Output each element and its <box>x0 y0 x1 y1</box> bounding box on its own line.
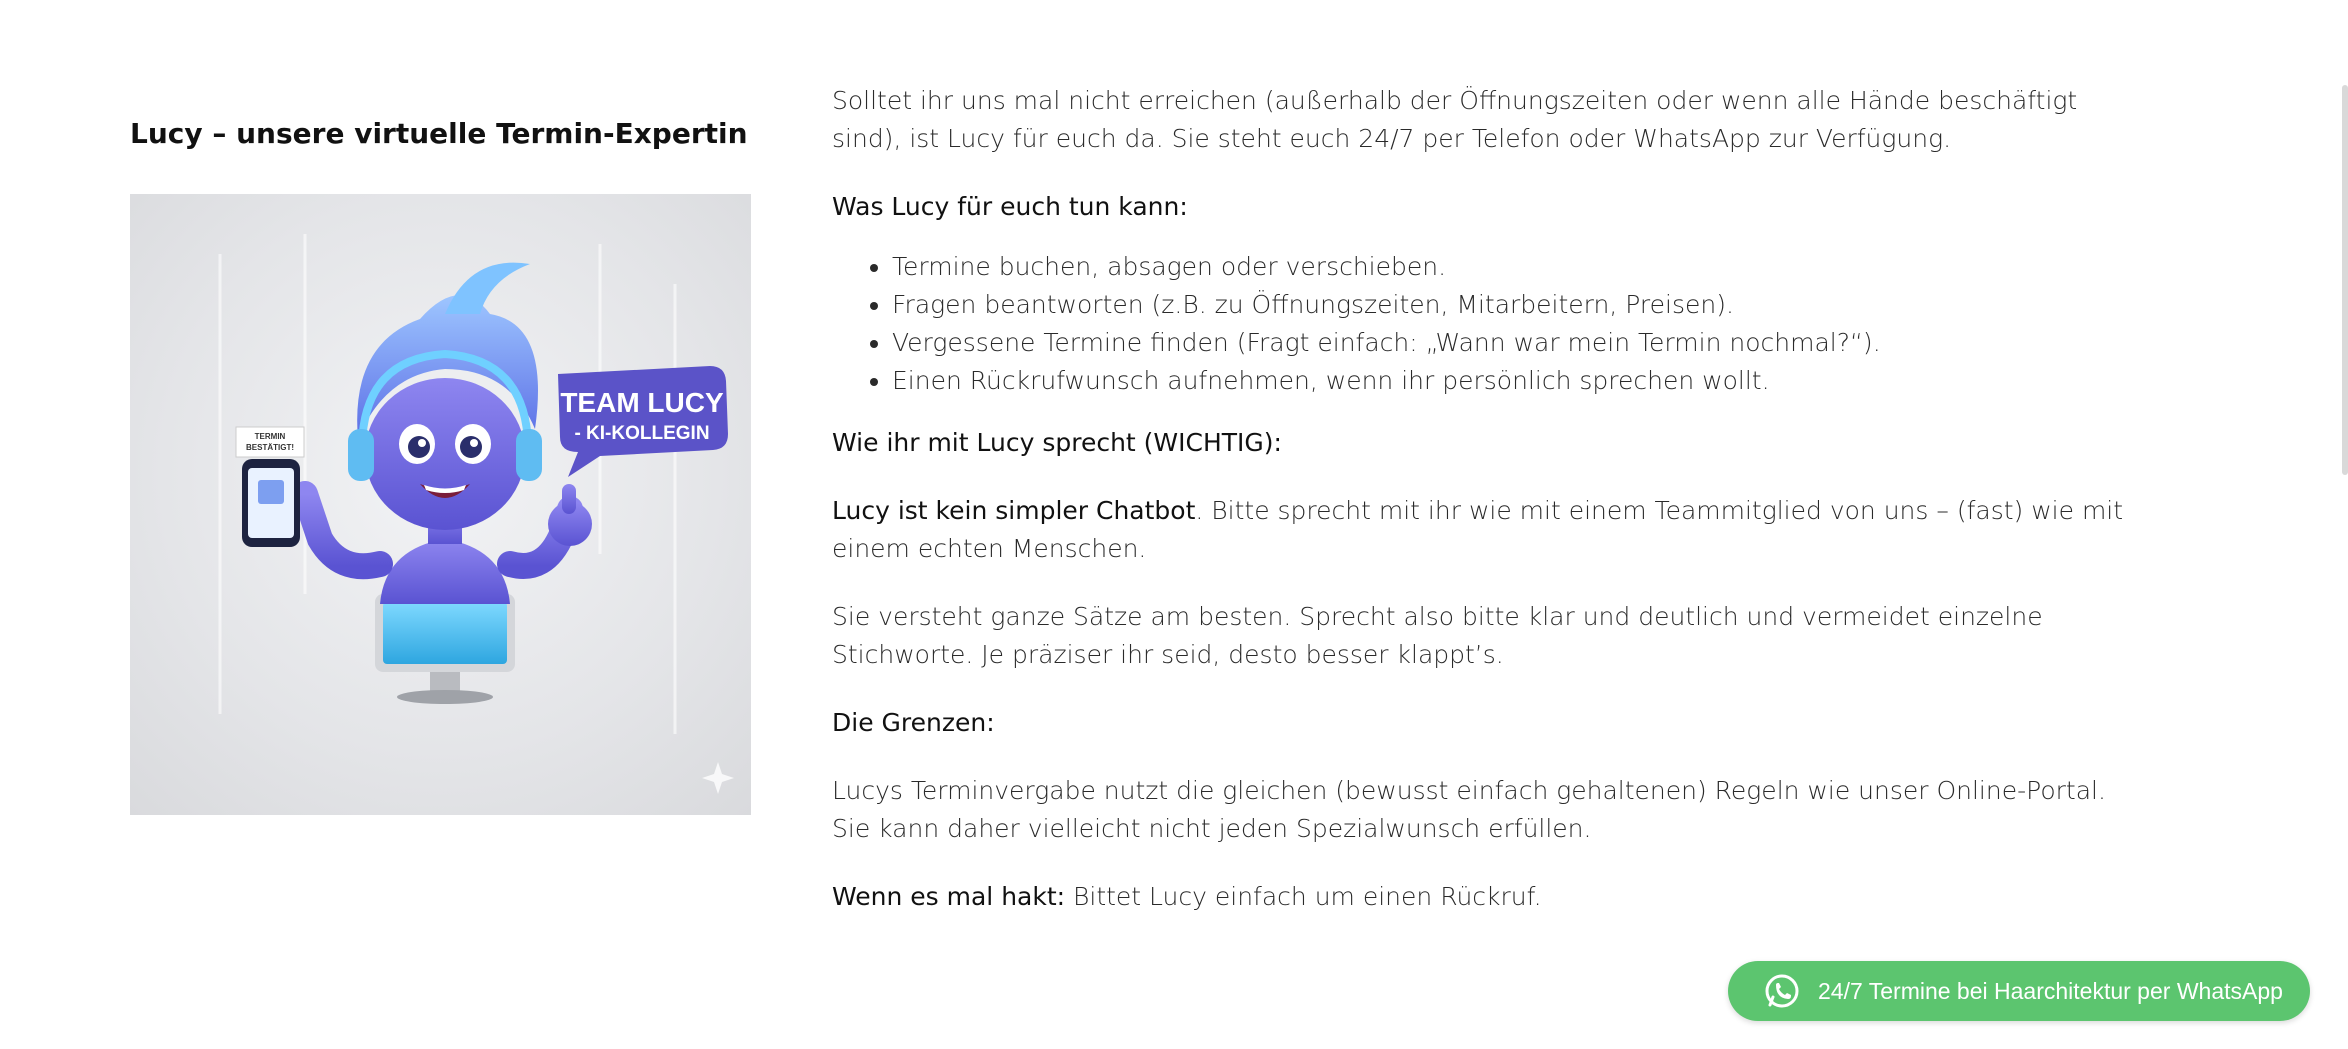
whatsapp-button[interactable] <box>1728 961 2310 1021</box>
chatbot-rest: . Bitte sprecht mit ihr wie mit einem Teammitglied von uns – (fast) wie mit einem echten Menschen. <box>832 496 2124 563</box>
limits-heading: Die Grenzen: <box>832 708 995 737</box>
list-item: • Fragen beantworten (z.B. zu Öffnungszeiten, Mitarbeitern, Preisen). <box>892 286 2152 324</box>
list-item: • Einen Rückrufwunsch aufnehmen, wenn ihr persönlich sprechen wollt. <box>892 362 2152 400</box>
svg-text:- KI-KOLLEGIN: - KI-KOLLEGIN <box>574 423 710 444</box>
hakt-strong: Wenn es mal hakt: <box>832 882 1066 911</box>
hakt-paragraph <box>832 878 2152 916</box>
whatsapp-icon <box>1762 971 1802 1011</box>
section-heading: Lucy – unsere virtuelle Termin-Expertin <box>130 117 748 150</box>
list-item: • Termine buchen, absagen oder verschieben. <box>892 248 2152 286</box>
limits-paragraph: Lucys Terminvergabe nutzt die gleichen (bewusst einfach gehaltenen) Regeln wie unser Online-Portal. Sie kann daher vielleicht nicht jeden Spezialwunsch erfüllen. <box>832 776 2106 843</box>
capabilities-list <box>832 248 2152 400</box>
scrollbar[interactable] <box>2342 85 2348 475</box>
lucy-robot-image <box>130 194 751 815</box>
lucy-illustration <box>130 194 751 815</box>
chatbot-paragraph <box>832 492 2152 568</box>
svg-text:TERMIN: TERMIN <box>254 432 286 441</box>
whatsapp-button-label: 24/7 Termine bei Haarchitektur per WhatsApp <box>1818 977 2283 1004</box>
hakt-rest: Bittet Lucy einfach um einen Rückruf. <box>1065 882 1542 911</box>
sentences-paragraph: Sie versteht ganze Sätze am besten. Sprecht also bitte klar und deutlich und vermeidet einzelne Stichworte. Je präziser ihr seid, desto besser klappt’s. <box>832 602 2043 669</box>
svg-text:TEAM LUCY: TEAM LUCY <box>560 387 724 418</box>
list-item: • Vergessene Termine finden (Fragt einfach: „Wann war mein Termin nochmal?“). <box>892 324 2152 362</box>
what-heading: Was Lucy für euch tun kann: <box>832 192 1188 221</box>
lucy-description <box>832 82 2152 946</box>
how-heading: Wie ihr mit Lucy sprecht (WICHTIG): <box>832 428 1282 457</box>
lucy-section <box>130 110 751 815</box>
chatbot-strong: Lucy ist kein simpler Chatbot <box>832 496 1196 525</box>
svg-text:BESTÄTIGT!: BESTÄTIGT! <box>246 443 294 452</box>
intro-paragraph: Solltet ihr uns mal nicht erreichen (außerhalb der Öffnungszeiten oder wenn alle Hände beschäftigt sind), ist Lucy für euch da. Sie steht euch 24/7 per Telefon oder WhatsApp zur Verfügung. <box>832 86 2078 153</box>
